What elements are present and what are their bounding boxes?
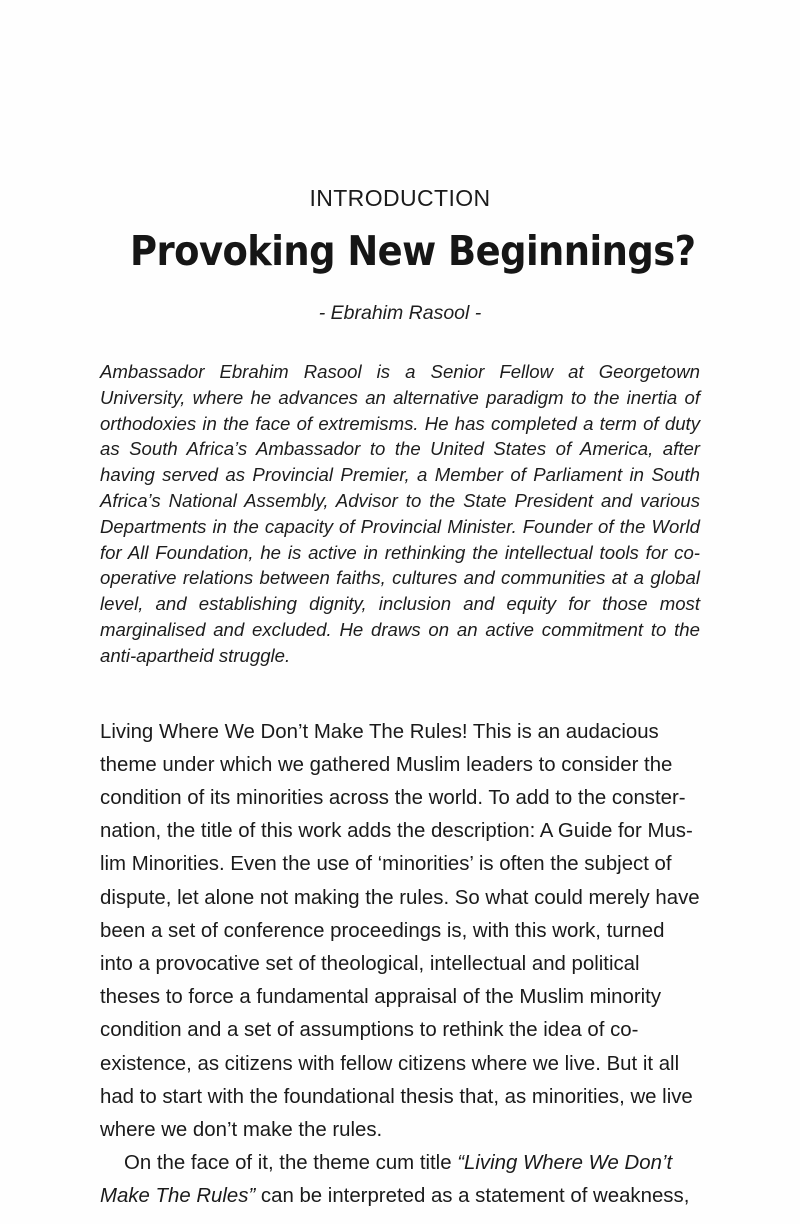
paragraph-2-quoted-title: “Living Where We Don’t Make The Rules” [100, 1152, 673, 1208]
section-label: INTRODUCTION [309, 185, 491, 211]
paragraph-2-trail-text: can be interpreted as a statement of weakness, [255, 1185, 690, 1208]
author-bio-paragraph: Ambassador Ebrahim Rasool is a Senior Fellow at Georgetown University, where he advances an alternative paradigm to the inertia of orthodoxies in the face of extremisms. He has completed a term of duty as South Africa’s Ambassador to the United States of America, after having served as Provincial Premier, a Member of Parliament in South Africa’s National Assembly, Advisor to the State President and various Departments in the capacity of Provincial Minister. Founder of the World for All Foundation, he is active in rethinking the intellectual tools for co-operative relations between faiths, cultures and communities at a global level, and establishing dignity, inclusion and equity for those most marginalised and excluded. He draws on an active commitment to the anti-apartheid struggle. [100, 360, 700, 666]
body-paragraph-1: Living Where We Don’t Make The Rules! This is an audacious theme under which we gathered Muslim leaders to consider the condition of its minorities across the world. To add to the consternation, the title of this work adds the description: A Guide for Muslim Minorities. Even the use of ‘minorities’ is often the subject of dispute, let alone not making the rules. So what could merely have been a set of conference proceedings is, with this work, turned into a provocative set of theological, intellectual and political theses to force a fundamental appraisal of the Muslim minority condition and a set of assumptions to rethink the idea of co-existence, as citizens with fellow citizens where we live. But it all had to start with the foundational thesis that, as minorities, we live where we don’t make the rules. [100, 720, 700, 1141]
body-paragraph-2 [100, 1147, 700, 1213]
page-title: Provoking New Beginnings? [130, 227, 696, 276]
paragraph-2-lead-text: On the face of it, the theme cum title [124, 1152, 458, 1175]
page-content-column [100, 0, 700, 1214]
author-byline: - Ebrahim Rasool - [318, 301, 482, 324]
